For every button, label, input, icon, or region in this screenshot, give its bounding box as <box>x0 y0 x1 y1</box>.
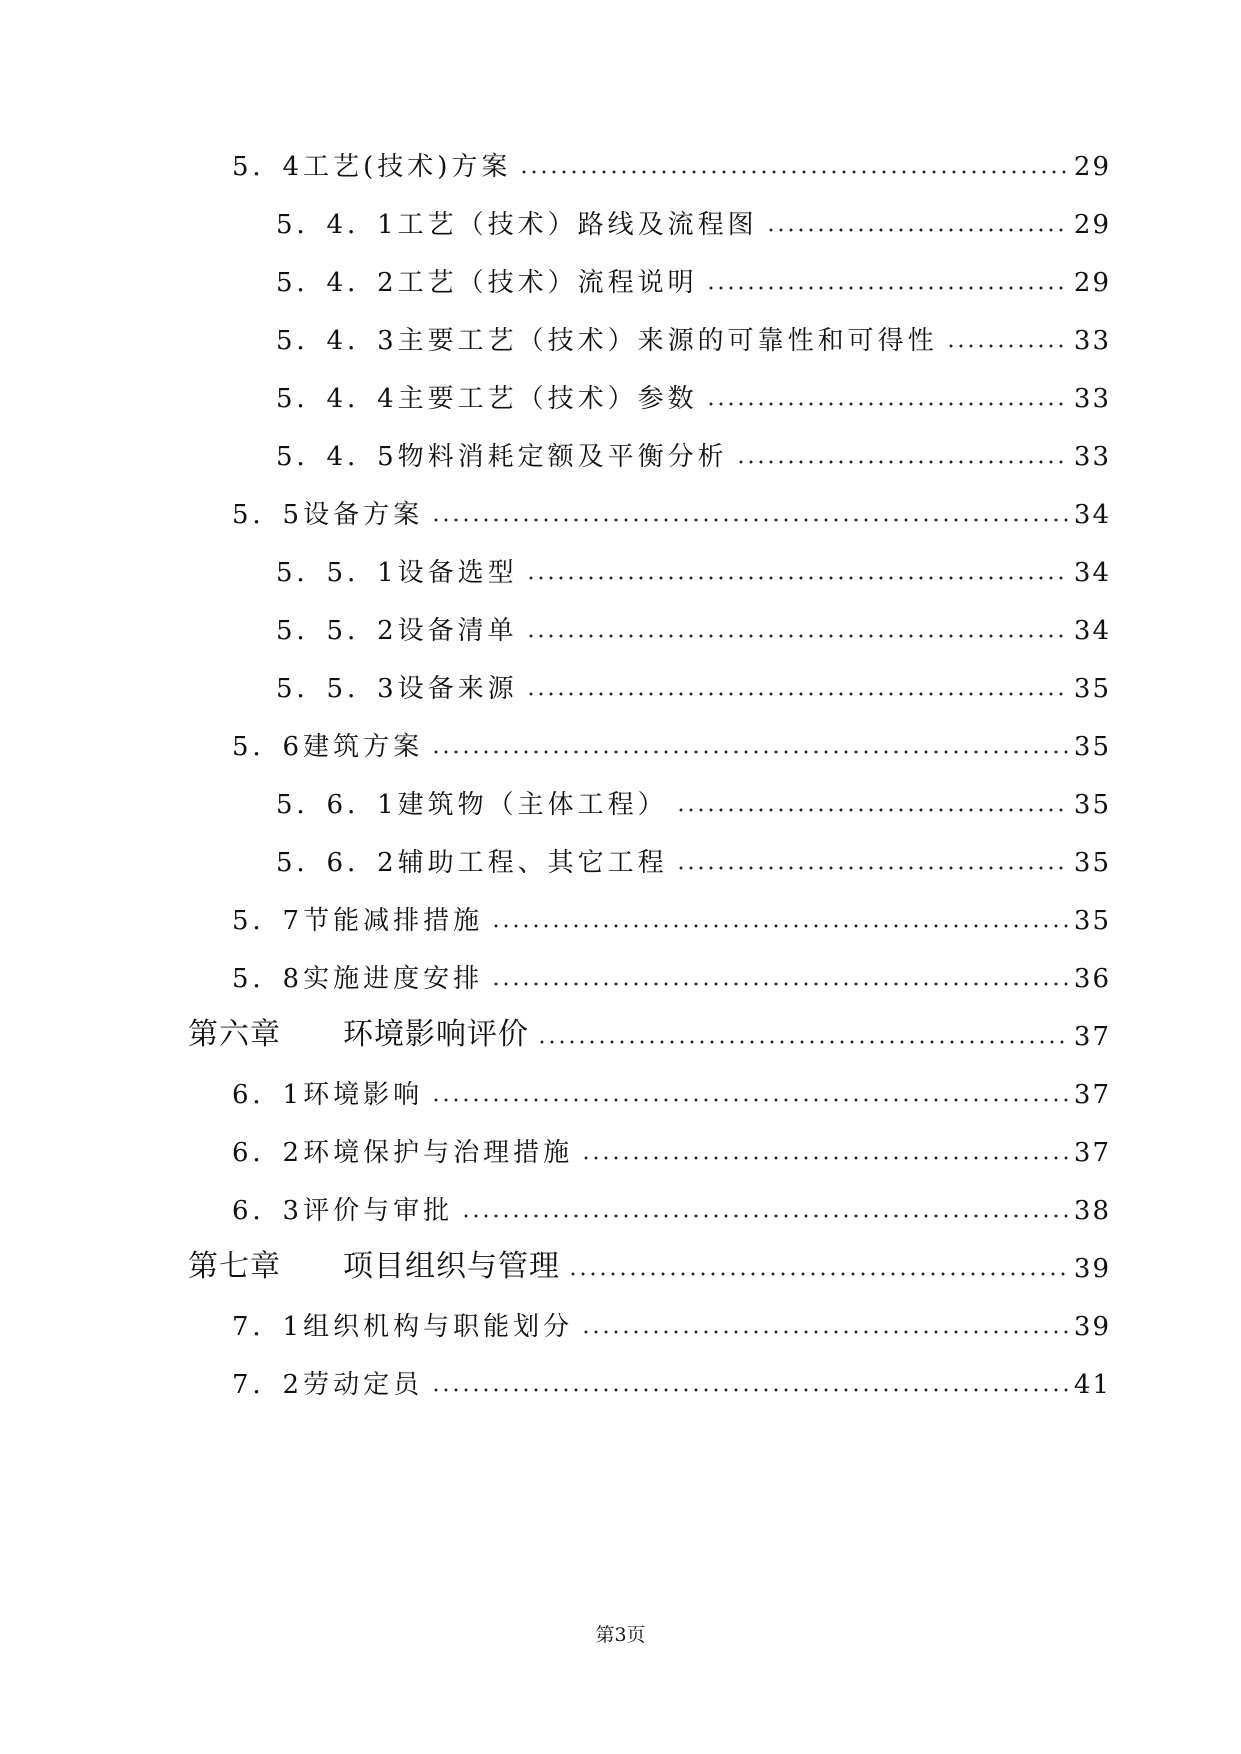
toc-entry-label <box>232 1198 453 1230</box>
toc-entry-page: 35 <box>1073 732 1111 762</box>
dot-leader <box>736 460 1068 464</box>
toc-entry-title: 劳动定员 <box>303 1370 424 1400</box>
dot-leader <box>706 286 1068 290</box>
toc-entry-number: 5．6．1 <box>276 790 398 820</box>
toc-entry[interactable] <box>0 142 1241 186</box>
toc-entry[interactable] <box>0 954 1241 998</box>
toc-entry-title: 工艺（技术）路线及流程图 <box>397 210 758 240</box>
toc-entry-number: 5．4 <box>232 152 304 182</box>
dot-leader <box>537 1040 1068 1044</box>
toc-entry-page: 29 <box>1073 152 1111 182</box>
dot-leader <box>766 228 1068 232</box>
toc-entry[interactable] <box>0 490 1241 534</box>
toc-entry-title: 建筑方案 <box>303 732 424 762</box>
toc-chapter-title: 项目组织与管理 <box>343 1249 560 1284</box>
toc-entry-label <box>276 560 518 592</box>
dot-leader <box>461 1214 1068 1218</box>
toc-entry-number: 5．8 <box>232 964 304 994</box>
toc-entry-label <box>276 676 518 708</box>
dot-leader <box>526 576 1068 580</box>
toc-entry-label <box>232 1372 423 1404</box>
toc-entry-page: 35 <box>1073 674 1111 704</box>
toc-entry-title: 环境影响 <box>303 1080 424 1110</box>
toc-entry-label <box>232 734 423 766</box>
toc-entry-label <box>276 618 518 650</box>
toc-entry-title: 设备方案 <box>303 500 424 530</box>
toc-entry-number: 5．4．1 <box>276 210 398 240</box>
toc-entry-label <box>276 792 668 824</box>
toc-chapter-entry[interactable] <box>0 1244 1241 1288</box>
dot-leader <box>676 808 1068 812</box>
toc-entry-number: 5．4．2 <box>276 268 398 298</box>
toc-entry[interactable] <box>0 606 1241 650</box>
toc-entry-label <box>232 966 483 998</box>
toc-chapter-title: 环境影响评价 <box>343 1017 529 1052</box>
toc-entry-number: 7．1 <box>232 1312 304 1342</box>
dot-leader <box>946 344 1068 348</box>
toc-entry-number: 5．7 <box>232 906 304 936</box>
toc-entry[interactable] <box>0 896 1241 940</box>
toc-entry-label <box>232 1314 573 1346</box>
toc-entry[interactable] <box>0 1128 1241 1172</box>
toc-entry-page: 34 <box>1073 616 1111 646</box>
dot-leader <box>491 924 1068 928</box>
toc-entry-page: 35 <box>1073 906 1111 936</box>
dot-leader <box>491 982 1068 986</box>
toc-entry-label <box>232 1140 573 1172</box>
toc-entry-number: 5．6 <box>232 732 304 762</box>
toc-chapter-label <box>188 1017 529 1056</box>
toc-entry-title: 环境保护与治理措施 <box>303 1138 574 1168</box>
toc-entry-label <box>276 444 728 476</box>
toc-entry[interactable] <box>0 374 1241 418</box>
dot-leader <box>431 1098 1068 1102</box>
dot-leader <box>431 750 1068 754</box>
toc-entry-number: 6．3 <box>232 1196 304 1226</box>
toc-entry-page: 33 <box>1073 326 1111 356</box>
toc-entry-label <box>276 328 938 360</box>
toc-chapter-entry[interactable] <box>0 1012 1241 1056</box>
toc-entry-title: 实施进度安排 <box>303 964 484 994</box>
toc-entry-number: 5．6．2 <box>276 848 398 878</box>
toc-entry-title: 节能减排措施 <box>303 906 484 936</box>
toc-entry-number: 5．5 <box>232 500 304 530</box>
toc-entry-page: 37 <box>1073 1022 1111 1052</box>
toc-entry-label <box>232 154 511 186</box>
toc-entry-title: 建筑物（主体工程） <box>397 790 668 820</box>
dot-leader <box>568 1272 1068 1276</box>
toc-entry-label <box>276 850 668 882</box>
toc-entry-title: 物料消耗定额及平衡分析 <box>397 442 728 472</box>
toc-entry-page: 39 <box>1073 1312 1111 1342</box>
toc-entry-title: 工艺(技术)方案 <box>303 152 512 182</box>
toc-entry-page: 34 <box>1073 558 1111 588</box>
toc-entry[interactable] <box>0 664 1241 708</box>
toc-entry-number: 7．2 <box>232 1370 304 1400</box>
toc-entry-number: 6．1 <box>232 1080 304 1110</box>
toc-entry-page: 35 <box>1073 790 1111 820</box>
toc-entry-label <box>232 908 483 940</box>
toc-entry-label <box>276 212 758 244</box>
toc-entry-page: 33 <box>1073 384 1111 414</box>
toc-entry-label <box>232 1082 423 1114</box>
toc-chapter-number: 第七章 <box>188 1249 281 1284</box>
toc-chapter-number: 第六章 <box>188 1017 281 1052</box>
toc-entry-page: 39 <box>1073 1254 1111 1284</box>
toc-entry-title: 辅助工程、其它工程 <box>397 848 668 878</box>
toc-entry-page: 29 <box>1073 268 1111 298</box>
toc-entry[interactable] <box>0 432 1241 476</box>
toc-entry-page: 29 <box>1073 210 1111 240</box>
toc-entry[interactable] <box>0 838 1241 882</box>
toc-entry-page: 34 <box>1073 500 1111 530</box>
toc-chapter-label <box>188 1249 560 1288</box>
toc-entry[interactable] <box>0 548 1241 592</box>
toc-entry-page: 37 <box>1073 1080 1111 1110</box>
toc-entry-number: 5．5．2 <box>276 616 398 646</box>
toc-entry-page: 41 <box>1073 1370 1111 1400</box>
dot-leader <box>581 1156 1068 1160</box>
toc-entry-label <box>276 270 698 302</box>
dot-leader <box>676 866 1068 870</box>
toc-entry-page: 38 <box>1073 1196 1111 1226</box>
toc-entry-label <box>276 386 698 418</box>
toc-entry[interactable] <box>0 258 1241 302</box>
toc-entry-title: 设备清单 <box>397 616 518 646</box>
toc-entry[interactable] <box>0 316 1241 360</box>
dot-leader <box>581 1330 1068 1334</box>
dot-leader <box>706 402 1068 406</box>
dot-leader <box>526 634 1068 638</box>
toc-entry-title: 设备选型 <box>397 558 518 588</box>
toc-entry[interactable] <box>0 200 1241 244</box>
toc-entry-number: 5．5．3 <box>276 674 398 704</box>
toc-entry-number: 5．5．1 <box>276 558 398 588</box>
toc-entry[interactable] <box>0 1360 1241 1404</box>
dot-leader <box>519 170 1068 174</box>
toc-entry-title: 工艺（技术）流程说明 <box>397 268 698 298</box>
dot-leader <box>431 1388 1068 1392</box>
dot-leader <box>526 692 1068 696</box>
toc-entry-page: 33 <box>1073 442 1111 472</box>
toc-entry-page: 37 <box>1073 1138 1111 1168</box>
toc-entry-number: 6．2 <box>232 1138 304 1168</box>
toc-entry-title: 评价与审批 <box>303 1196 454 1226</box>
toc-entry-label <box>232 502 423 534</box>
toc-entry[interactable] <box>0 722 1241 766</box>
toc-entry-title: 组织机构与职能划分 <box>303 1312 574 1342</box>
toc-entry[interactable] <box>0 780 1241 824</box>
page-number-footer: 第3页 <box>595 1624 646 1646</box>
toc-entry-title: 主要工艺（技术）参数 <box>397 384 698 414</box>
toc-entry[interactable] <box>0 1186 1241 1230</box>
dot-leader <box>431 518 1068 522</box>
toc-entry[interactable] <box>0 1302 1241 1346</box>
toc-entry-number: 5．4．5 <box>276 442 398 472</box>
toc-entry-page: 36 <box>1073 964 1111 994</box>
toc-entry-title: 设备来源 <box>397 674 518 704</box>
toc-entry-number: 5．4．4 <box>276 384 398 414</box>
toc-entry-number: 5．4．3 <box>276 326 398 356</box>
toc-entry-title: 主要工艺（技术）来源的可靠性和可得性 <box>397 326 938 356</box>
toc-entry-page: 35 <box>1073 848 1111 878</box>
toc-entry[interactable] <box>0 1070 1241 1114</box>
